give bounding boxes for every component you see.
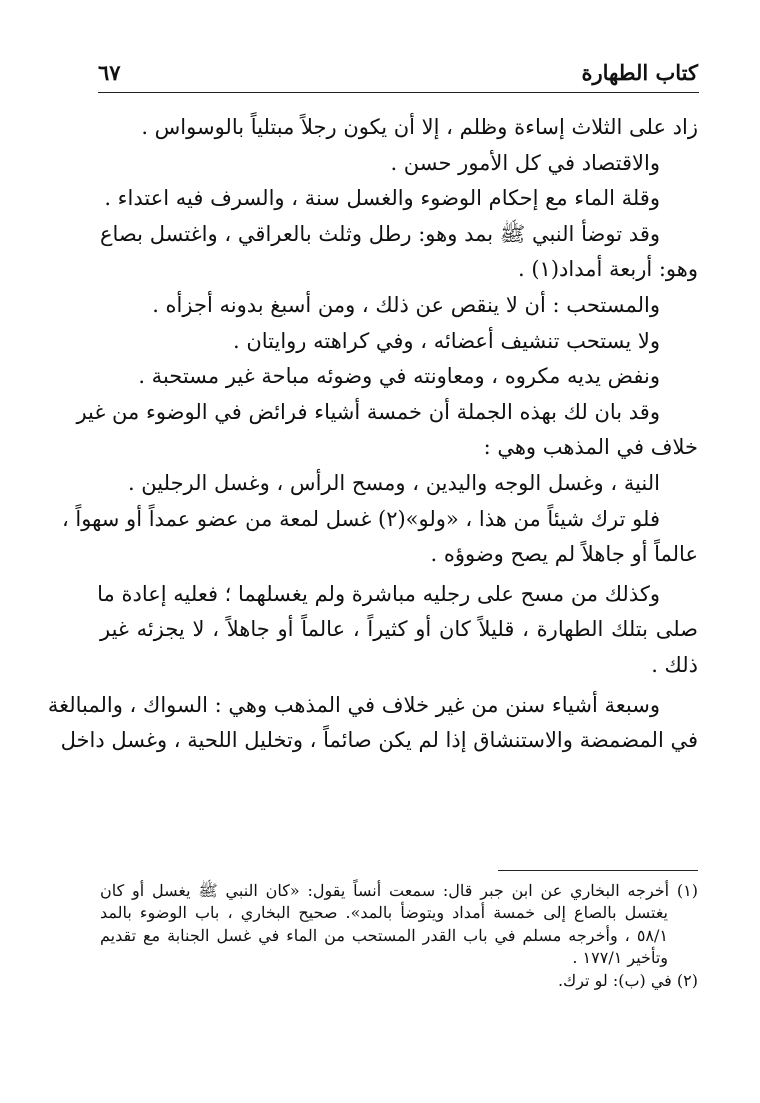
- header-rule: [98, 92, 699, 93]
- footnote-line: ٥٨/١ ، وأخرجه مسلم في باب القدر المستحب من الماء في غسل الجنابة مع تقديم: [100, 925, 668, 945]
- footnote-line: (٢) في (ب): لو ترك.: [557, 970, 698, 990]
- text-line: ونفض يديه مكروه ، ومعاونته في وضوئه مباحة غير مستحبة .: [138, 364, 660, 389]
- footnote-line: (١) أخرجه البخاري عن ابن جبر قال: سمعت أنساً يقول: «كان النبي ﷺ يغسل أو كان: [100, 881, 698, 900]
- text-line: والاقتصاد في كل الأمور حسن .: [390, 150, 660, 175]
- footnote-rule: [498, 870, 698, 871]
- text-line: وسبعة أشياء سنن من غير خلاف في المذهب وهي : السواك ، والمبالغة: [47, 692, 660, 717]
- footnote-line: وتأخير ١٧٧/١ .: [572, 948, 668, 968]
- text-line: النية ، وغسل الوجه واليدين ، ومسح الرأس ، وغسل الرجلين .: [127, 470, 660, 495]
- text-line: في المضمضة والاستنشاق إذا لم يكن صائماً ، وتخليل اللحية ، وغسل داخل: [60, 728, 698, 753]
- page-header: [98, 58, 698, 90]
- text-line: ذلك .: [651, 652, 698, 677]
- main-text: [47, 110, 698, 759]
- text-line: عالماً أو جاهلاً لم يصح وضوؤه .: [430, 542, 698, 567]
- text-line: والمستحب : أن لا ينقص عن ذلك ، ومن أسبغ بدونه أجزأه .: [152, 292, 660, 317]
- text-line: وهو: أربعة أمداد(١) .: [517, 257, 698, 282]
- text-line: خلاف في المذهب وهي :: [483, 435, 698, 460]
- chapter-title: كتاب الطهارة: [581, 60, 698, 85]
- footnotes: [100, 880, 698, 992]
- text-line: وقلة الماء مع إحكام الوضوء والغسل سنة ، والسرف فيه اعتداء .: [104, 186, 660, 211]
- text-line: وكذلك من مسح على رجليه مباشرة ولم يغسلهما ؛ فعليه إعادة ما: [97, 581, 660, 606]
- text-line: وقد توضأ النبي ﷺ بمد وهو: رطل وثلث بالعراقي ، واغتسل بصاع: [100, 221, 660, 246]
- text-line: ولا يستحب تنشيف أعضائه ، وفي كراهته روايتان .: [232, 328, 660, 353]
- text-line: زاد على الثلاث إساءة وظلم ، إلا أن يكون رجلاً مبتلياً بالوسواس .: [141, 115, 698, 139]
- footnote-line: يغتسل بالصاع إلى خمسة أمداد ويتوضأ بالمد». صحيح البخاري ، باب الوضوء بالمد: [100, 903, 668, 923]
- text-line: وقد بان لك بهذه الجملة أن خمسة أشياء فرائض في الوضوء من غير: [76, 399, 660, 424]
- text-line: فلو ترك شيئاً من هذا ، «ولو»(٢) غسل لمعة من عضو عمداً أو سهواً ،: [61, 506, 660, 531]
- text-line: صلى بتلك الطهارة ، قليلاً كان أو كثيراً ، عالماً أو جاهلاً ، لا يجزئه غير: [100, 617, 698, 642]
- page-number: ٦٧: [98, 60, 121, 85]
